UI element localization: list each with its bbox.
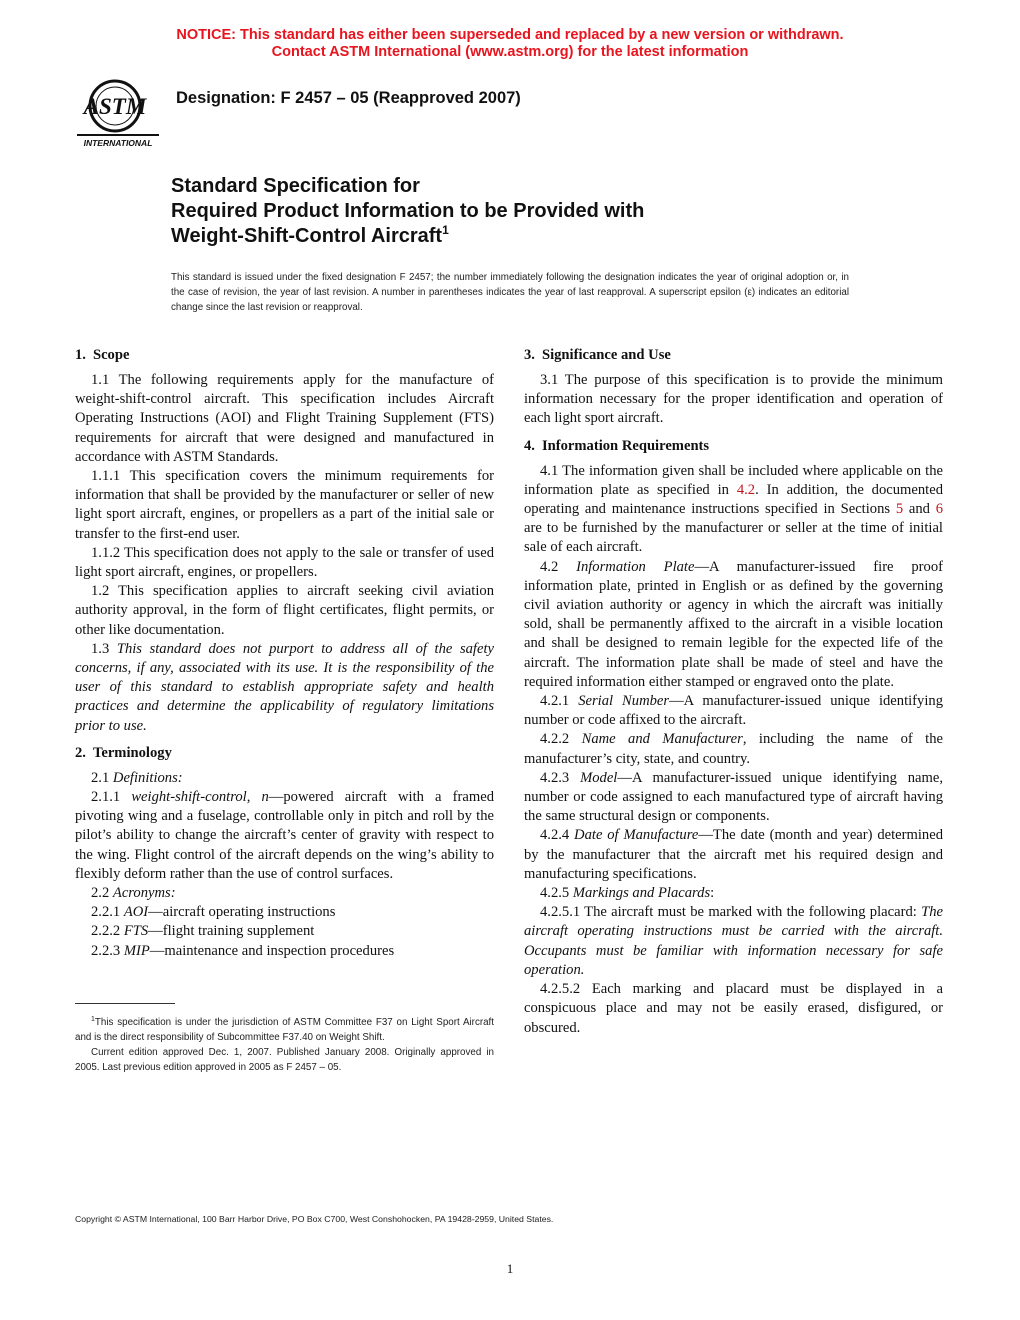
footnote-2: Current edition approved Dec. 1, 2007. Published January 2008. Originally approved in 2005. Last previous edition approved in 2005 as F 2457 – 05. [75,1047,494,1073]
link-section-6[interactable]: 6 [935,501,943,518]
para-1-1-2: 1.1.2 This specification does not apply to the sale or transfer of used light sport aircraft, engines, or propellers. [75,544,494,581]
para-4-2-5-2: 4.2.5.2 Each marking and placard must be displayed in a conspicuous place and may not be easily erased, disfigured, or obscured. [524,981,943,1036]
para-4-2 [524,558,943,692]
section-heading-terminology [75,744,494,763]
logo-text: ASTM [83,94,147,119]
supersede-notice [0,27,1020,61]
para-4-2-4 [524,826,943,884]
para-1-2: 1.2 This specification applies to aircraft seeking civil aviation authority approval, in the form of flight certificates, flight permits, or other like documentation. [75,583,494,638]
para-number: 4.2.3 [540,769,570,786]
para-number: 2.2.2 [91,923,121,940]
section-heading-scope [75,346,494,365]
right-column [524,346,943,1038]
para-number: 4.2.5 [540,885,570,902]
para-term: FTS [123,923,149,940]
para-1-3 [75,640,494,736]
para-term: weight-shift-control, n [131,789,269,806]
para-term: AOI [123,904,149,921]
para-2-1-1 [75,788,494,884]
para-text: —A manufacturer-issued unique identifying name, number or code assigned to each manufactured type of aircraft having the same structural design or components. [524,769,943,825]
para-2-2-1 [75,903,494,922]
para-text: : [710,885,715,902]
astm-logo-icon [77,76,159,148]
notice-line-2: Contact ASTM International (www.astm.org) for the latest information [271,44,749,60]
para-text: —maintenance and inspection procedures [149,942,395,959]
para-term: Definitions: [112,769,183,786]
para-4-1 [524,462,943,558]
footnote-divider [75,1003,175,1004]
section-title: Scope [92,347,130,363]
section-title: Significance and Use [541,347,671,363]
para-4-2-3 [524,769,943,827]
para-term: Serial Number [578,693,670,710]
section-heading-information [524,437,943,456]
para-1-1-1: 1.1.1 This specification covers the minimum requirements for information that shall be provided by the manufacturer or seller of new light sport aircraft, engines, or propellers as a part of the initial sale or transfer to the first-end user. [75,468,494,542]
para-number: 4.2.2 [540,731,570,748]
footnote-text: This specification is under the jurisdiction of ASTM Committee F37 on Light Sport Aircraft and is the direct responsibility of Subcommittee F37.40 on Weight Shift. [75,1017,494,1043]
para-text: 4.2.5.1 The aircraft must be marked with the following placard: [540,904,922,921]
para-4-2-5-1 [524,903,943,980]
title-footnote-mark: 1 [442,223,449,237]
para-text: —The date (month and year) determined by the manufacturer that the aircraft met his required design and manufacturing specifications. [524,827,943,882]
para-text: —A manufacturer-issued fire proof information plate, printed in English or as defined by the governing civil aviation authority or agency in which the aircraft was initially sold, shall be permanently affixed to the aircraft in a visible location and shall be designed to remain legible for the expected life of the aircraft. The information plate shall be made of steel and have the required information either stamped or engraved onto the plate. [524,558,943,690]
para-term: Markings and Placards [572,885,711,902]
para-number: 4.2.1 [540,693,570,710]
section-number: 3. [524,347,535,363]
title-line-2: Required Product Information to be Provided with [171,200,645,222]
title-line-3 [171,224,891,249]
para-term: Name and Manufacturer [581,731,743,748]
para-number: 1.3 [91,640,110,657]
para-text: —powered aircraft with a framed pivoting wing and a fuselage, controllable only in pitch and roll by the pilot’s ability to change the aircraft’s center of gravity with respect to the wing. Flight control of the aircraft depends on the wing’s ability to flexibly deform rather than the use of control surfaces. [75,789,494,882]
para-4-2-5 [524,884,943,903]
para-text: —aircraft operating instructions [148,904,336,921]
section-title: Terminology [92,744,172,761]
para-number: 4.2 [540,558,559,575]
placard-text: The aircraft operating instructions must be carried with the aircraft. Occupants must be familiar with information necessary for safe operation. [524,904,943,978]
left-column [75,346,494,961]
para-number: 2.2.3 [91,942,121,959]
section-heading-significance [524,346,943,365]
page-number: 1 [506,1261,514,1276]
para-term: Date of Manufacture [574,827,699,844]
para-term: Acronyms: [112,885,176,902]
link-section-4-2[interactable]: 4.2 [736,481,756,498]
link-section-5[interactable]: 5 [895,501,904,518]
designation: Designation: F 2457 – 05 (Reapproved 2007) [176,89,521,107]
copyright-line: Copyright © ASTM International, 100 Barr Harbor Drive, PO Box C700, West Conshohocken, PA 19428-2959, United States. [75,1214,554,1224]
section-number: 2. [75,744,86,761]
para-4-2-1 [524,692,943,730]
safety-caveat: This standard does not purport to address all of the safety concerns, if any, associated with its use. It is the responsibility of the user of this standard to establish appropriate safety and health practices and determine the applicability of regulatory limitations prior to use. [75,640,494,734]
para-text: , including the name of the manufacturer’s city, state, and country. [524,731,943,767]
para-text: and [903,501,936,518]
footnote-mark: 1 [91,1016,95,1023]
issue-note: This standard is issued under the fixed designation F 2457; the number immediately following the designation indicates the year of original adoption or, in the case of revision, the year of last revision. A number in parentheses indicates the year of last reapproval. A superscript epsilon (ε) indicates an editorial change since the last revision or reapproval. [171,272,849,313]
para-number: 2.2.1 [91,904,121,921]
para-2-2-3 [75,942,494,961]
para-1-1: 1.1 The following requirements apply for the manufacture of weight-shift-control aircraft. This specification includes Aircraft Operating Instructions (AOI) and Flight Training Supplement (FTS) requirements for aircraft that were designed and manufactured in accordance with ASTM Standards. [75,372,494,465]
para-text: . In addition, the documented operating and maintenance instructions specified in Sections [524,481,944,518]
section-number: 4. [524,437,535,454]
section-number: 1. [75,347,86,363]
para-term: Information Plate [576,558,695,575]
footnote-1 [75,1015,494,1045]
para-text: are to be furnished by the manufacturer or seller at the time of initial sale of each aircraft. [524,520,943,556]
para-term: Model [580,769,618,786]
para-number: 2.1.1 [91,789,121,806]
notice-line-1: NOTICE: This standard has either been superseded and replaced by a new version or withdrawn. [176,27,844,43]
para-number: 4.2.4 [540,827,570,844]
footnotes [75,1015,494,1075]
para-text: —A manufacturer-issued unique identifying number or code affixed to the aircraft. [524,693,943,729]
para-text: —flight training supplement [148,923,315,940]
document-title [171,174,891,249]
para-2-2 [75,884,494,903]
para-text: 4.1 The information given shall be included where applicable on the information plate as specified in [524,462,943,498]
logo-subtext: INTERNATIONAL [83,138,153,148]
title-line-3-text: Weight-Shift-Control Aircraft [171,225,443,247]
section-title: Information Requirements [541,437,710,454]
para-term: MIP [123,942,150,959]
para-2-2-2 [75,922,494,941]
para-number: 2.2 [91,885,110,902]
title-line-1: Standard Specification for [171,175,420,197]
para-number: 2.1 [91,769,110,786]
para-4-2-2 [524,730,943,768]
para-3-1: 3.1 The purpose of this specification is to provide the minimum information necessary for the proper identification and operation of each light sport aircraft. [524,372,943,427]
para-2-1 [75,769,494,788]
